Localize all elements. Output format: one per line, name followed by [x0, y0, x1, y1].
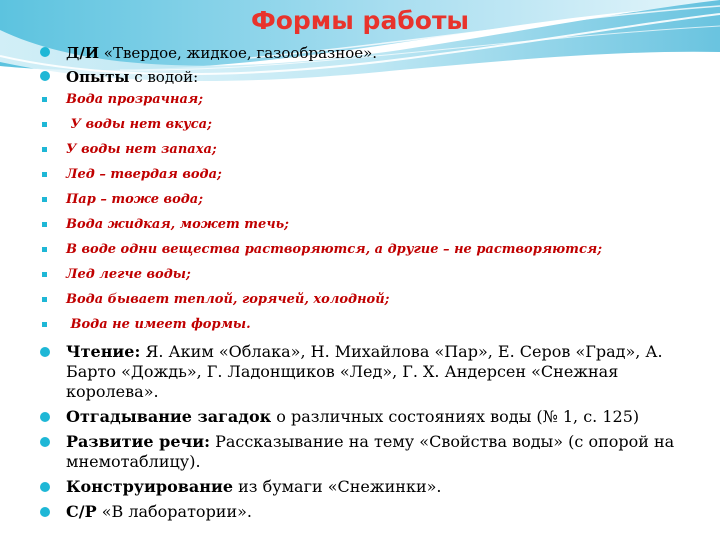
- bullet-icon: [40, 412, 50, 422]
- square-bullet-icon: [42, 322, 47, 327]
- item-text: из бумаги «Снежинки».: [233, 477, 442, 496]
- sub-list-item: [44, 267, 684, 283]
- sub-list-item: [44, 192, 684, 208]
- sub-item-text: Лед – твердая вода;: [66, 167, 222, 182]
- bullet-icon: [40, 47, 50, 57]
- sub-item-text: Пар – тоже вода;: [66, 192, 204, 207]
- sub-item-text: Вода прозрачная;: [66, 92, 204, 107]
- sub-list-item: [44, 92, 684, 108]
- item-heading: Чтение:: [66, 342, 141, 361]
- square-bullet-icon: [42, 147, 47, 152]
- bullet-icon: [40, 347, 50, 357]
- sub-list-item: [44, 317, 684, 333]
- sub-list-item: [44, 242, 684, 258]
- item-heading: Опыты: [66, 68, 130, 86]
- sub-list-item: [44, 117, 684, 133]
- square-bullet-icon: [42, 222, 47, 227]
- sub-item-text: У воды нет запаха;: [66, 142, 217, 157]
- item-heading: С/Р: [66, 502, 97, 521]
- slide-title: Формы работы: [250, 6, 470, 35]
- sub-list-item: [44, 292, 684, 308]
- square-bullet-icon: [42, 272, 47, 277]
- bullet-icon: [40, 482, 50, 492]
- bullet-icon: [40, 71, 50, 81]
- list-item: [44, 502, 684, 522]
- list-item: [44, 407, 684, 427]
- list-item: [44, 68, 684, 86]
- square-bullet-icon: [42, 297, 47, 302]
- slide-body: [44, 44, 684, 527]
- item-heading: Развитие речи:: [66, 432, 210, 451]
- item-text: «В лаборатории».: [96, 502, 253, 521]
- item-text: Я. Аким «Облака», Н. Михайлова «Пар», Е. Серов «Град», А. Барто «Дождь», Г. Ладонщиков «Лед», Г. Х. Андерсен «Снежная королева».: [66, 342, 663, 401]
- item-heading: Д/И: [66, 44, 99, 62]
- sub-item-text: Вода не имеет формы.: [66, 317, 251, 332]
- list-item: [44, 477, 684, 497]
- square-bullet-icon: [42, 97, 47, 102]
- item-heading: Конструирование: [66, 477, 233, 496]
- sub-item-text: Вода жидкая, может течь;: [66, 217, 289, 232]
- sub-list-item: [44, 217, 684, 233]
- item-text: Рассказывание на тему «Свойства воды» (с опорой на мнемотаблицу).: [66, 432, 675, 471]
- item-heading: Отгадывание загадок: [66, 407, 272, 426]
- square-bullet-icon: [42, 247, 47, 252]
- square-bullet-icon: [42, 122, 47, 127]
- sub-list-item: [44, 142, 684, 158]
- sub-list-item: [44, 167, 684, 183]
- list-item: [44, 44, 684, 62]
- item-text: «Твердое, жидкое, газообразное».: [99, 44, 378, 62]
- list-item: [44, 342, 684, 402]
- square-bullet-icon: [42, 197, 47, 202]
- bullet-icon: [40, 437, 50, 447]
- item-text: о различных состояниях воды (№ 1, с. 125): [271, 407, 640, 426]
- list-item: [44, 432, 684, 472]
- sub-item-text: В воде одни вещества растворяются, а другие – не растворяются;: [66, 242, 603, 257]
- sub-item-text: У воды нет вкуса;: [66, 117, 212, 132]
- bullet-icon: [40, 507, 50, 517]
- sub-item-text: Лед легче воды;: [66, 267, 191, 282]
- item-text: с водой:: [129, 68, 199, 86]
- sub-item-text: Вода бывает теплой, горячей, холодной;: [66, 292, 390, 307]
- square-bullet-icon: [42, 172, 47, 177]
